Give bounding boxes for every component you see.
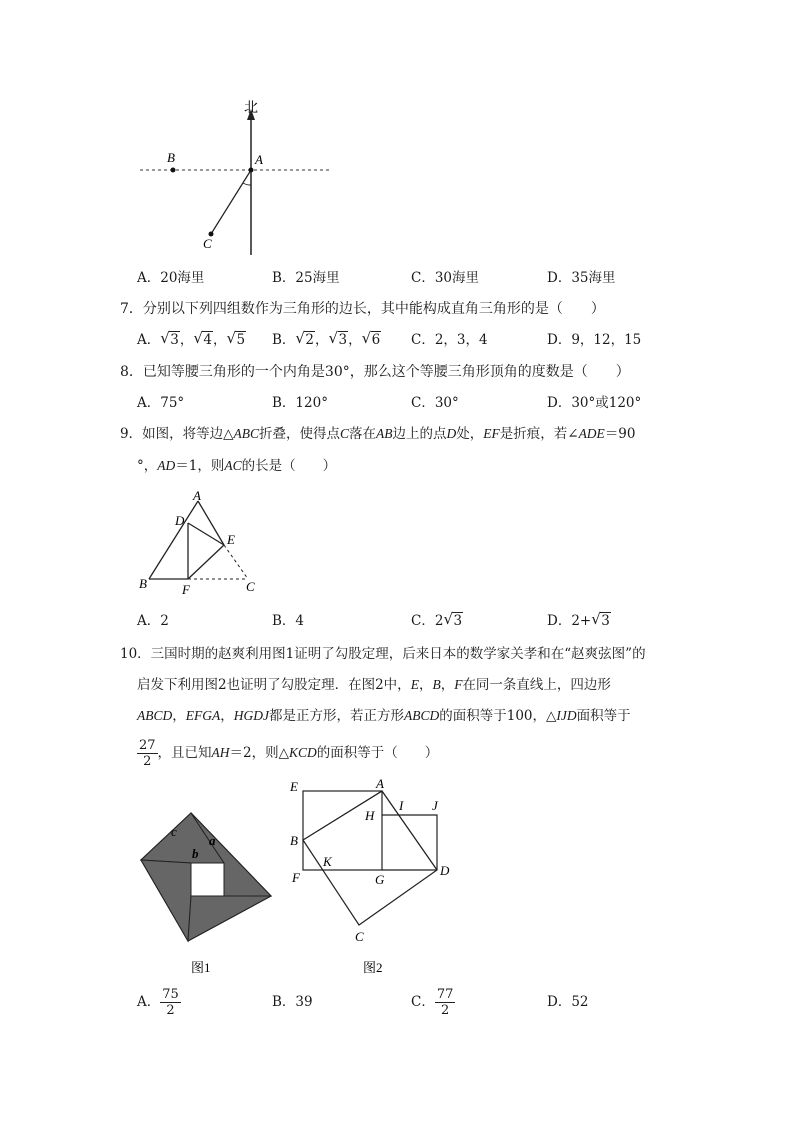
q10-stem-line1: 10．三国时期的赵爽利用图1证明了勾股定理，后来日本的数学家关孝和在“赵爽弦图”的: [120, 646, 646, 662]
text: KCD: [289, 745, 317, 760]
label-j: J: [432, 798, 438, 813]
text: IJD: [556, 708, 577, 723]
text: AB: [376, 426, 393, 441]
option-text: 30°: [434, 395, 459, 411]
q8-option-d[interactable]: [547, 393, 641, 413]
label-a: A: [376, 776, 384, 791]
option-letter: C．: [411, 270, 435, 286]
text: AH: [211, 745, 230, 760]
numerator: 75: [162, 986, 179, 1002]
text: F: [454, 677, 463, 692]
option-letter: D．: [547, 332, 572, 348]
numerator: 77: [436, 986, 454, 1002]
text: ＝90: [604, 426, 636, 442]
q6-option-b[interactable]: [272, 268, 340, 288]
q9-option-c[interactable]: [411, 611, 463, 631]
text: 的面积等于（ ）: [316, 745, 439, 761]
text: ＝2，则△: [229, 745, 290, 761]
label-a: A: [255, 152, 263, 167]
q10-option-c[interactable]: [411, 983, 455, 1021]
text: 落在: [349, 426, 376, 442]
q8-option-c[interactable]: [411, 393, 459, 413]
point-a: [249, 168, 254, 173]
q8-option-b[interactable]: [272, 393, 328, 413]
text: 的长是（ ）: [241, 458, 337, 474]
text: AD: [157, 458, 176, 473]
option-letter: A．: [137, 270, 161, 286]
label-h: H: [365, 808, 375, 823]
north-label: 北: [244, 101, 258, 116]
option-letter: D．: [547, 270, 572, 286]
radicand: 3: [338, 332, 348, 348]
text: ＝1，则: [175, 458, 225, 474]
sqrt: √ 4: [193, 329, 212, 348]
option-letter: A．: [137, 332, 161, 348]
text: E: [410, 677, 419, 692]
sqrt: √ 6: [361, 329, 381, 348]
radicand: 5: [236, 332, 246, 348]
option-letter: C．: [411, 332, 435, 348]
label-k: K: [323, 854, 332, 869]
option-letter: A．: [137, 395, 161, 411]
text: ，: [418, 677, 433, 693]
zhao-shuang-figure-1: [135, 805, 280, 985]
text: AC: [224, 458, 242, 473]
text: 都是正方形，若正方形: [269, 708, 404, 724]
label-b: B: [167, 150, 175, 165]
text: 是折痕，若∠: [499, 426, 579, 442]
sqrt: √ 5: [226, 329, 246, 348]
option-text: 2+: [571, 613, 592, 629]
option-text: 75°: [160, 395, 185, 411]
text: D: [446, 426, 457, 441]
text: EFGA: [185, 708, 221, 723]
label-d: D: [440, 863, 450, 878]
option-text: 20海里: [160, 270, 205, 286]
q10-option-b[interactable]: [272, 992, 313, 1012]
figure-2-caption: 图2: [363, 960, 383, 975]
text: 在同一条直线上，四边形: [462, 677, 611, 693]
side-ab: [149, 501, 198, 579]
option-text: 39: [295, 994, 313, 1010]
square-hgdj-outline: [382, 815, 437, 870]
bearing-figure: [130, 95, 350, 260]
label-g: G: [375, 872, 385, 887]
option-text: 2: [160, 613, 169, 629]
folded-triangle-figure: [135, 488, 265, 598]
triangle-left: [141, 860, 191, 941]
sekitakakazu-figure-2: [285, 775, 465, 980]
label-a: a: [209, 833, 216, 848]
text: EF: [483, 426, 500, 441]
q10-stem-line4: [137, 735, 438, 771]
angle-arc: [243, 183, 251, 185]
q6-option-c[interactable]: [411, 268, 479, 288]
label-b: B: [290, 833, 298, 848]
sqrt: √ 3: [328, 329, 348, 348]
text: ，: [220, 708, 234, 724]
segment-de: [188, 523, 224, 545]
label-c: C: [203, 236, 212, 251]
option-letter: B．: [272, 395, 296, 411]
label-c: C: [355, 929, 364, 944]
label-c: c: [171, 824, 177, 839]
q8-option-a[interactable]: [137, 393, 184, 413]
numerator: 27: [139, 737, 156, 753]
q9-stem-line1: [120, 424, 636, 444]
denominator: 2: [166, 1002, 175, 1018]
text: C: [339, 426, 349, 441]
radicand: 4: [203, 332, 212, 348]
text: HGDJ: [233, 708, 269, 723]
option-text: 35海里: [571, 270, 616, 286]
q10-option-a[interactable]: [137, 983, 181, 1021]
separator: ，: [212, 332, 227, 348]
option-text: 30°或120°: [571, 395, 642, 411]
text: ，且已知: [157, 745, 212, 761]
option-letter: D．: [547, 613, 572, 629]
label-i: I: [399, 798, 404, 813]
option-text: 2: [434, 613, 444, 629]
text: ABC: [233, 426, 259, 441]
option-letter: B．: [272, 270, 296, 286]
q10-stem-line3: [137, 706, 631, 726]
label-f: F: [292, 870, 300, 885]
text: 折叠，使得点: [258, 426, 340, 442]
q10-option-d[interactable]: [547, 992, 589, 1012]
side-ec-dashed: [224, 545, 248, 579]
label-a: A: [193, 488, 201, 503]
option-letter: D．: [547, 994, 572, 1010]
text: 面积等于: [576, 708, 631, 724]
text: 9．如图，将等边△: [120, 426, 234, 442]
separator: ，: [348, 332, 362, 348]
text: B: [432, 677, 441, 692]
sqrt: √ 2: [295, 329, 315, 348]
text: ABCD: [137, 708, 173, 723]
fraction: [137, 738, 158, 769]
q6-option-a[interactable]: [137, 268, 204, 288]
q9-option-b[interactable]: [272, 611, 304, 631]
figure-1-caption: 图1: [191, 960, 211, 975]
option-text: 9，12，15: [571, 332, 642, 348]
text: ，: [440, 677, 455, 693]
label-b: b: [192, 846, 199, 861]
denominator: 2: [440, 1002, 450, 1018]
q8-stem: 8．已知等腰三角形的一个内角是30°，那么这个等腰三角形顶角的度数是（ ）: [120, 364, 630, 380]
option-text: 52: [571, 994, 589, 1010]
radicand: 2: [305, 332, 315, 348]
radicand: 3: [170, 332, 179, 348]
separator: ，: [179, 332, 194, 348]
text: ABCD: [404, 708, 440, 723]
radicand: 6: [371, 332, 381, 348]
point-b: [171, 168, 176, 173]
q7-option-c[interactable]: [411, 330, 488, 350]
text: 的面积等于100，△: [439, 708, 557, 724]
option-letter: B．: [272, 332, 296, 348]
q9-option-d[interactable]: [547, 611, 611, 631]
segment-fe: [188, 545, 224, 579]
text: ADE: [578, 426, 605, 441]
option-text: 4: [295, 613, 305, 629]
q6-option-d[interactable]: [547, 268, 616, 288]
q10-stem-line2: [137, 675, 611, 695]
option-letter: C．: [411, 395, 435, 411]
label-e: E: [227, 532, 235, 547]
sqrt: √ 3: [443, 610, 463, 629]
inner-square: [191, 863, 224, 896]
q7-option-d[interactable]: [547, 330, 641, 350]
text: 边上的点: [392, 426, 447, 442]
option-letter: A．: [137, 994, 161, 1010]
sqrt: √ 3: [160, 329, 179, 348]
option-text: 30海里: [434, 270, 480, 286]
option-text: 25海里: [295, 270, 340, 286]
triangle-bottom: [188, 896, 271, 941]
q7-option-a[interactable]: [137, 330, 246, 350]
label-e: E: [290, 779, 298, 794]
text: °，: [137, 458, 158, 474]
option-letter: A．: [137, 613, 161, 629]
segment-ad: [382, 791, 437, 870]
option-text: 120°: [295, 395, 328, 411]
q7-option-b[interactable]: [272, 330, 381, 350]
sqrt: √ 3: [591, 610, 610, 629]
text: 处，: [456, 426, 484, 442]
radicand: 3: [453, 613, 463, 629]
option-letter: C．: [411, 613, 435, 629]
label-c: C: [246, 579, 255, 594]
text: 启发下利用图2也证明了勾股定理．在图2中，: [137, 677, 411, 693]
label-f: F: [182, 582, 190, 597]
label-b: B: [139, 576, 147, 591]
option-text: 2，3，4: [434, 332, 488, 348]
option-letter: C．: [411, 994, 435, 1010]
q7-stem: 7．分别以下列四组数作为三角形的边长，其中能构成直角三角形的是（ ）: [120, 301, 605, 317]
separator: ，: [315, 332, 329, 348]
segment-ac: [211, 170, 251, 234]
radicand: 3: [601, 613, 610, 629]
denominator: 2: [143, 753, 152, 769]
option-letter: D．: [547, 395, 572, 411]
q9-stem-line2: [137, 456, 336, 476]
label-d: D: [175, 513, 185, 528]
text: ，: [172, 708, 186, 724]
q9-option-a[interactable]: [137, 611, 169, 631]
fraction: [160, 987, 181, 1018]
option-letter: B．: [272, 994, 296, 1010]
side-ae: [198, 501, 224, 545]
fraction: [435, 987, 456, 1018]
option-letter: B．: [272, 613, 296, 629]
